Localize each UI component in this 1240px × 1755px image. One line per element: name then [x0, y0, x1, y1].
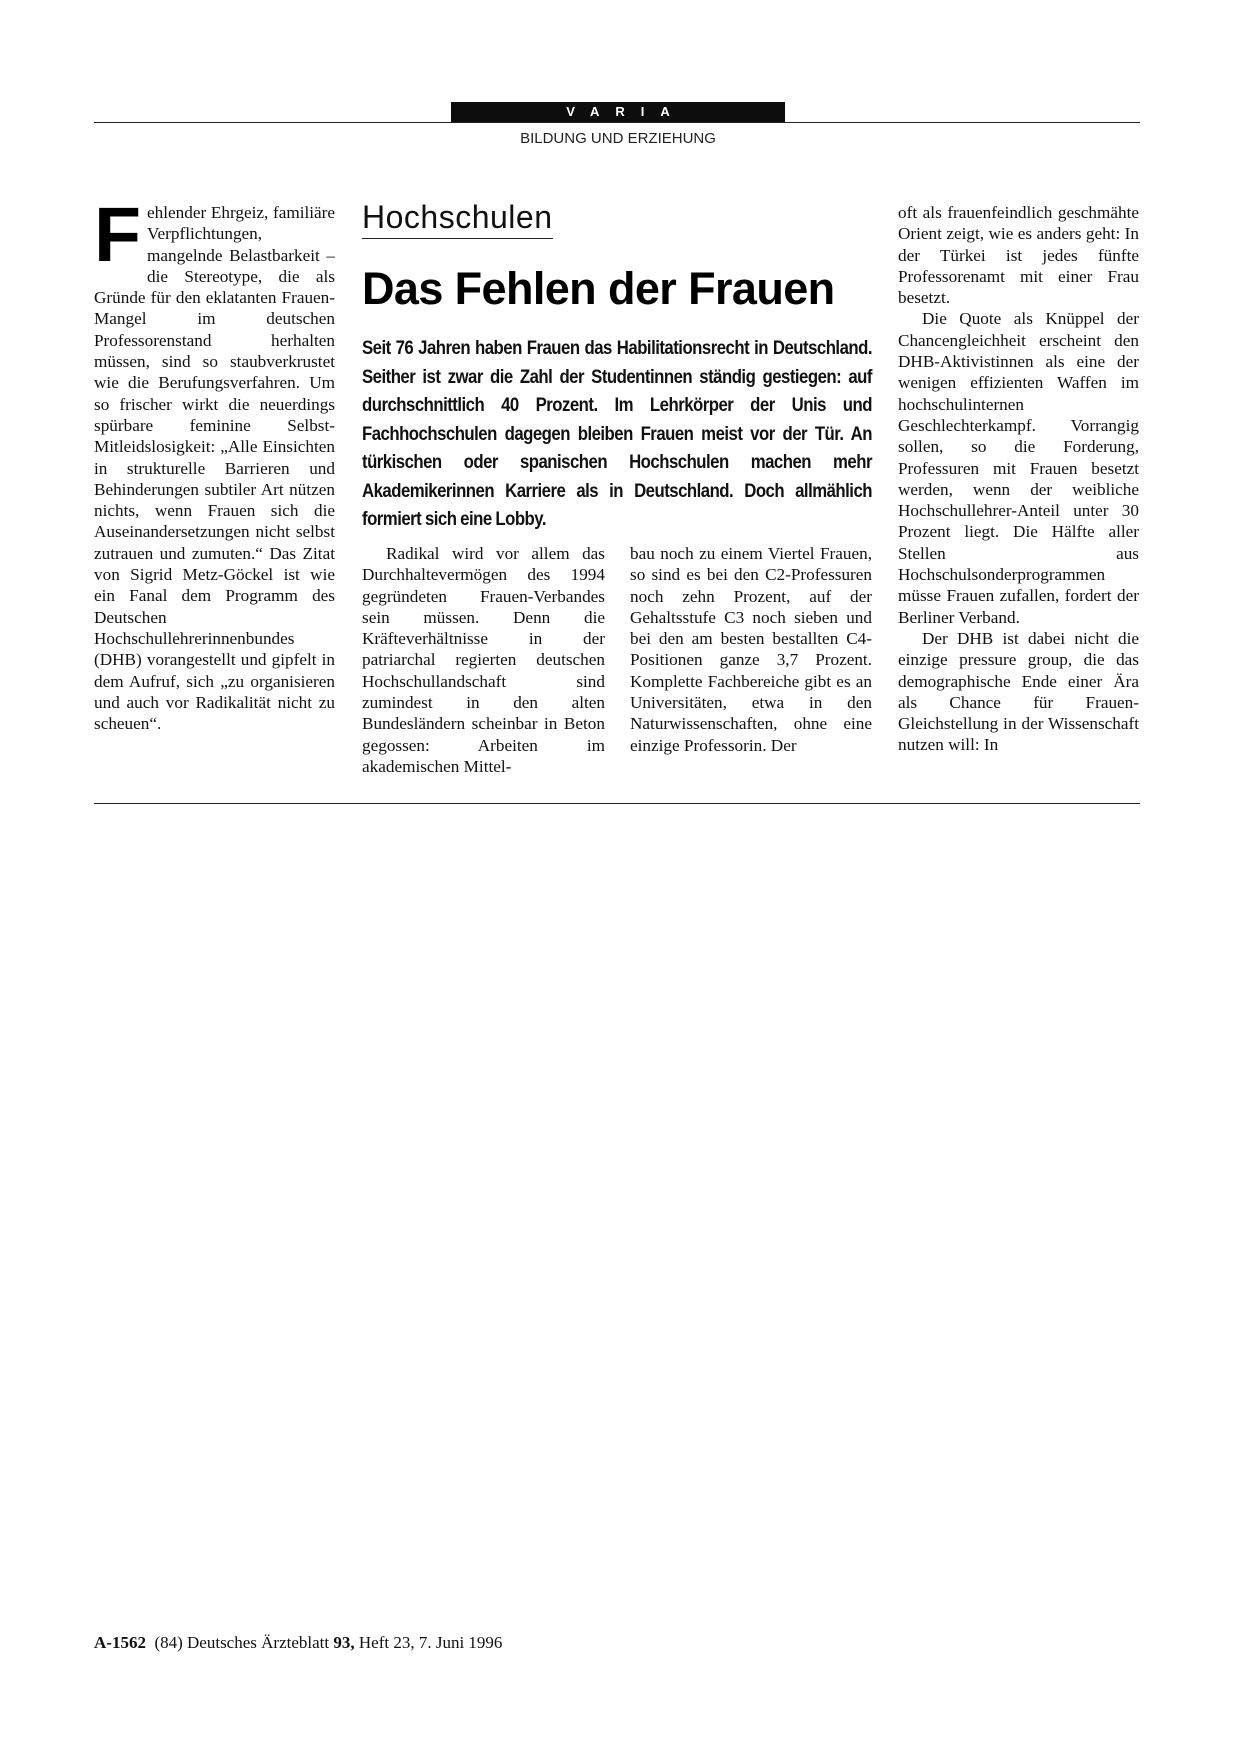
column-4-paragraph-2: Die Quote als Knüppel der Chancengleichheit erscheint den DHB-Aktivistinnen als eine der wenigen effizienten Waffen im hochschulinternen Geschlechterkampf. Vorrangig sollen, so die Forderung, Professuren mit Frauen besetzt werden, wenn der weibliche Hochschullehrer-Anteil unter 30 Prozent liegt. Die Hälfte aller Stellen aus Hochschulsonderprogrammen müsse Frauen zufallen, fordert der Berliner Verband.	[898, 309, 1139, 627]
page-footer	[94, 1633, 502, 1653]
top-rule	[94, 122, 1140, 123]
journal-volume: 93,	[333, 1633, 355, 1652]
article-headline: Das Fehlen der Frauen	[362, 263, 835, 314]
article-lead: Seit 76 Jahren haben Frauen das Habilitationsrecht in Deutschland. Seither ist zwar die Zahl der Studentinnen ständig gestiegen: auf durchschnittlich 40 Prozent. Im Lehrkörper der Unis und Fachhochschulen dagegen bleiben Frauen meist vor der Tür. An türkischen oder spanischen Hochschulen machen mehr Akademikerinnen Karriere als in Deutschland. Doch allmählich formiert sich eine Lobby.	[362, 337, 872, 530]
section-bar: VARIA	[451, 102, 785, 122]
drop-cap: F	[94, 192, 142, 278]
bottom-rule	[94, 803, 1140, 804]
section-label: BILDUNG UND ERZIEHUNG	[520, 130, 716, 147]
page-number: A-1562	[94, 1633, 146, 1652]
column-1-paragraph	[94, 192, 335, 734]
column-4-paragraph-3: Der DHB ist dabei nicht die einzige pressure group, die das demographische Ende einer Ära als Chance für Frauen-Gleichstellung in der Wissenschaft nutzen will: In	[898, 628, 1139, 755]
article-column-4	[898, 202, 1139, 756]
article-column-1	[94, 192, 335, 734]
journal-name: (84) Deutsches Ärzteblatt	[154, 1633, 330, 1652]
article-column-3	[630, 543, 872, 756]
column-4-paragraph-1: oft als frauenfeindlich geschmähte Orient zeigt, wie es anders geht: In der Türkei ist jedes fünfte Professorenamt mit einer Frau besetzt.	[898, 203, 1139, 308]
column-3-paragraph: bau noch zu einem Viertel Frauen, so sind es bei den C2-Professuren noch zehn Prozent, auf der Gehaltsstufe C3 noch sieben und bei den am besten bestallten C4-Positionen ganze 3,7 Prozent. Komplette Fachbereiche gibt es an Universitäten, etwa in den Naturwissenschaften, ohne eine einzige Professorin. Der	[630, 544, 872, 755]
column-2-paragraph: Radikal wird vor allem das Durchhaltevermögen des 1994 gegründeten Frauen-Verbandes sein müssen. Denn die Kräfteverhältnisse in der patriarchal regierten deutschen Hochschullandschaft sind zumindest in den alten Bundesländern scheinbar in Beton gegossen: Arbeiten im akademischen Mittel-	[362, 544, 605, 776]
journal-issue: Heft 23, 7. Juni 1996	[358, 1633, 503, 1652]
article-kicker: Hochschulen	[362, 200, 553, 239]
article-column-2	[362, 543, 605, 777]
column-1-text: ehlender Ehrgeiz, familiäre Verpflichtungen, mangelnde Belastbarkeit – die Stereotype, die als Gründe für den eklatanten Frauen-Mangel im deutschen Professorenstand herhalten müssen, sind so staubverkrustet wie die Berufungsverfahren. Um so frischer wirkt die neuerdings spürbare feminine Selbst-Mitleidslosigkeit: „Alle Einsichten in strukturelle Barrieren und Behinderungen subtiler Art nützen nichts, wenn Frauen sich die Auseinandersetzungen nicht selbst zutrauen und zumuten.“ Das Zitat von Sigrid Metz-Göckel ist wie ein Fanal dem Programm des Deutschen Hochschullehrerinnenbundes (DHB) vorangestellt und gipfelt in dem Aufruf, sich „zu organisieren und auch vor Radikalität nicht zu scheuen“.	[94, 203, 335, 734]
